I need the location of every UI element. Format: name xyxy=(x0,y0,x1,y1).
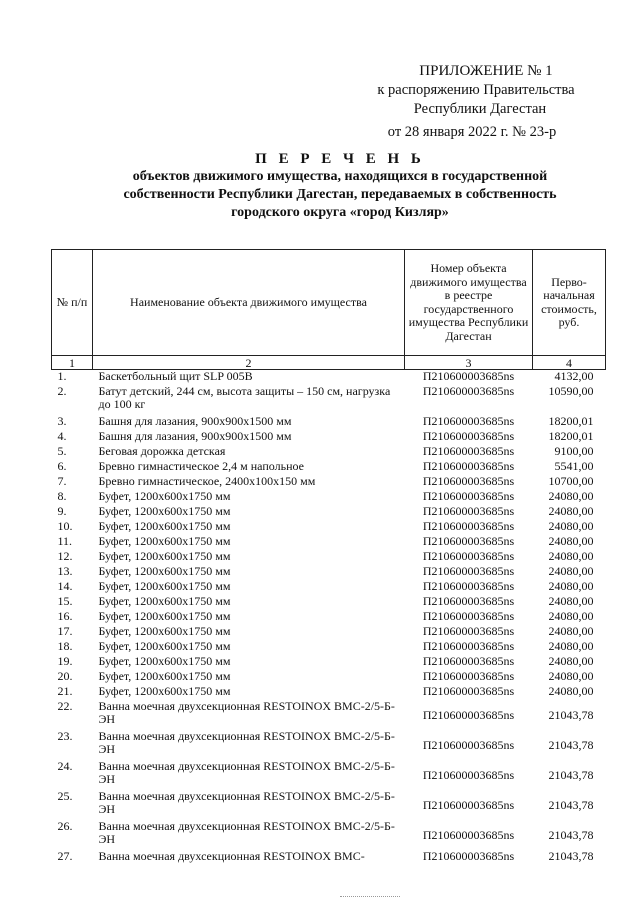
col-number: 4 xyxy=(533,356,606,370)
header-num: № п/п xyxy=(52,250,93,356)
initial-cost: 21043,78 xyxy=(548,767,594,782)
registry-number: П210600003685ns xyxy=(422,489,515,503)
item-name: Буфет, 1200х600х1750 мм xyxy=(98,534,231,548)
row-number: 27. xyxy=(57,849,73,863)
table-row xyxy=(52,475,606,490)
item-name: Ванна моечная двухсекционная RESTOINOX ВМС-2/5-Б-ЭН xyxy=(98,729,395,756)
initial-cost: 24080,00 xyxy=(548,639,594,653)
initial-cost: 24080,00 xyxy=(548,519,594,533)
initial-cost: 21043,78 xyxy=(548,737,594,752)
initial-cost: 24080,00 xyxy=(548,579,594,593)
row-number: 16. xyxy=(57,609,73,623)
initial-cost: 24080,00 xyxy=(548,504,594,518)
item-name: Батут детский, 244 см, высота защиты – 150 см, нагрузка до 100 кг xyxy=(98,384,391,411)
table-row xyxy=(52,445,606,460)
table-row xyxy=(52,655,606,670)
table-row xyxy=(52,460,606,475)
item-name: Баскетбольный щит SLP 005B xyxy=(98,369,253,383)
registry-number: П210600003685ns xyxy=(422,767,515,782)
item-name: Буфет, 1200х600х1750 мм xyxy=(98,549,231,563)
row-number: 15. xyxy=(57,594,73,608)
row-number: 3. xyxy=(57,414,67,428)
initial-cost: 24080,00 xyxy=(548,669,594,683)
initial-cost: 21043,78 xyxy=(548,849,594,863)
item-name: Беговая дорожка детская xyxy=(98,444,226,458)
initial-cost: 21043,78 xyxy=(548,797,594,812)
table-row xyxy=(52,520,606,535)
initial-cost: 24080,00 xyxy=(548,489,594,503)
row-number: 23. xyxy=(57,729,73,743)
row-number: 11. xyxy=(57,534,73,548)
registry-number: П210600003685ns xyxy=(422,444,515,458)
row-number: 8. xyxy=(57,489,67,503)
initial-cost: 21043,78 xyxy=(548,827,594,842)
row-number: 6. xyxy=(57,459,67,473)
row-number: 12. xyxy=(57,549,73,563)
document-title xyxy=(60,150,620,222)
header-cost: Перво-начальная стоимость, руб. xyxy=(533,250,606,356)
title-line: объектов движимого имущества, находящихся в государственной xyxy=(132,169,548,184)
registry-number: П210600003685ns xyxy=(422,429,515,443)
initial-cost: 24080,00 xyxy=(548,684,594,698)
item-name: Буфет, 1200х600х1750 мм xyxy=(98,669,231,683)
registry-number: П210600003685ns xyxy=(422,684,515,698)
appendix-line-order: к распоряжению Правительства xyxy=(377,82,575,98)
scan-artifact xyxy=(340,896,400,900)
initial-cost: 10590,00 xyxy=(548,384,594,398)
registry-number: П210600003685ns xyxy=(422,579,515,593)
initial-cost: 24080,00 xyxy=(548,609,594,623)
table-row xyxy=(52,670,606,685)
item-name: Буфет, 1200х600х1750 мм xyxy=(98,564,231,578)
initial-cost: 24080,00 xyxy=(548,564,594,578)
appendix-line-republic: Республики Дагестан xyxy=(413,101,547,117)
registry-number: П210600003685ns xyxy=(422,519,515,533)
header-name: Наименование объекта движимого имущества xyxy=(93,250,405,356)
registry-number: П210600003685ns xyxy=(422,414,515,428)
initial-cost: 24080,00 xyxy=(548,549,594,563)
table-row xyxy=(52,730,606,760)
item-name: Башня для лазания, 900х900х1500 мм xyxy=(98,414,292,428)
table-row xyxy=(52,685,606,700)
registry-number: П210600003685ns xyxy=(422,797,515,812)
row-number: 17. xyxy=(57,624,73,638)
item-name: Ванна моечная двухсекционная RESTOINOX ВМС-2/5-Б-ЭН xyxy=(98,819,395,846)
initial-cost: 18200,01 xyxy=(548,414,594,428)
property-table xyxy=(51,249,606,865)
row-number: 13. xyxy=(57,564,73,578)
initial-cost: 18200,01 xyxy=(548,429,594,443)
row-number: 18. xyxy=(57,639,73,653)
registry-number: П210600003685ns xyxy=(422,534,515,548)
col-number: 2 xyxy=(93,356,405,370)
table-body xyxy=(52,370,606,866)
registry-number: П210600003685ns xyxy=(422,549,515,563)
item-name: Бревно гимнастическое, 2400х100х150 мм xyxy=(98,474,316,488)
row-number: 24. xyxy=(57,759,73,773)
item-name: Бревно гимнастическое 2,4 м напольное xyxy=(98,459,304,473)
col-number: 3 xyxy=(405,356,533,370)
table-row xyxy=(52,385,606,415)
row-number: 4. xyxy=(57,429,67,443)
registry-number: П210600003685ns xyxy=(422,609,515,623)
item-name: Ванна моечная двухсекционная RESTOINOX ВМС- xyxy=(98,849,365,863)
table-row xyxy=(52,415,606,430)
row-number: 25. xyxy=(57,789,73,803)
registry-number: П210600003685ns xyxy=(422,707,515,722)
row-number: 14. xyxy=(57,579,73,593)
initial-cost: 24080,00 xyxy=(548,594,594,608)
registry-number: П210600003685ns xyxy=(422,849,515,863)
table-row xyxy=(52,565,606,580)
item-name: Буфет, 1200х600х1750 мм xyxy=(98,594,231,608)
registry-number: П210600003685ns xyxy=(422,369,515,383)
row-number: 20. xyxy=(57,669,73,683)
row-number: 19. xyxy=(57,654,73,668)
registry-number: П210600003685ns xyxy=(422,669,515,683)
initial-cost: 5541,00 xyxy=(554,459,594,473)
row-number: 7. xyxy=(57,474,67,488)
table-row xyxy=(52,430,606,445)
row-number: 21. xyxy=(57,684,73,698)
table-row xyxy=(52,550,606,565)
registry-number: П210600003685ns xyxy=(422,594,515,608)
table-row xyxy=(52,760,606,790)
header-registry: Номер объекта движимого имущества в реестре государственного имущества Республики Дагестан xyxy=(405,250,533,356)
table-row xyxy=(52,700,606,730)
row-number: 1. xyxy=(57,369,67,383)
registry-number: П210600003685ns xyxy=(422,639,515,653)
item-name: Ванна моечная двухсекционная RESTOINOX ВМС-2/5-Б-ЭН xyxy=(98,699,395,726)
table-row xyxy=(52,580,606,595)
initial-cost: 24080,00 xyxy=(548,654,594,668)
registry-number: П210600003685ns xyxy=(422,459,515,473)
appendix-title: ПРИЛОЖЕНИЕ № 1 xyxy=(419,63,553,79)
item-name: Башня для лазания, 900х900х1500 мм xyxy=(98,429,292,443)
table-row xyxy=(52,370,606,386)
registry-number: П210600003685ns xyxy=(422,624,515,638)
item-name: Ванна моечная двухсекционная RESTOINOX ВМС-2/5-Б-ЭН xyxy=(98,759,395,786)
appendix-line-date: от 28 января 2022 г. № 23-р xyxy=(387,124,557,140)
table-row xyxy=(52,820,606,850)
table-row xyxy=(52,625,606,640)
table-row xyxy=(52,610,606,625)
registry-number: П210600003685ns xyxy=(422,737,515,752)
title-heading: П Е Р Е Ч Е Н Ь xyxy=(255,151,425,167)
row-number: 10. xyxy=(57,519,73,533)
item-name: Буфет, 1200х600х1750 мм xyxy=(98,504,231,518)
row-number: 22. xyxy=(57,699,73,713)
table-row xyxy=(52,505,606,520)
item-name: Буфет, 1200х600х1750 мм xyxy=(98,639,231,653)
item-name: Буфет, 1200х600х1750 мм xyxy=(98,684,231,698)
initial-cost: 21043,78 xyxy=(548,707,594,722)
registry-number: П210600003685ns xyxy=(422,384,515,398)
table-row xyxy=(52,640,606,655)
registry-number: П210600003685ns xyxy=(422,474,515,488)
title-line: городского округа «город Кизляр» xyxy=(231,205,449,220)
row-number: 2. xyxy=(57,384,67,398)
item-name: Буфет, 1200х600х1750 мм xyxy=(98,609,231,623)
title-line: собственности Республики Дагестан, передаваемых в собственность xyxy=(123,187,557,202)
row-number: 9. xyxy=(57,504,67,518)
initial-cost: 9100,00 xyxy=(554,444,594,458)
table-row xyxy=(52,535,606,550)
registry-number: П210600003685ns xyxy=(422,564,515,578)
initial-cost: 10700,00 xyxy=(548,474,594,488)
registry-number: П210600003685ns xyxy=(422,827,515,842)
item-name: Буфет, 1200х600х1750 мм xyxy=(98,489,231,503)
initial-cost: 24080,00 xyxy=(548,534,594,548)
table-row xyxy=(52,595,606,610)
initial-cost: 24080,00 xyxy=(548,624,594,638)
registry-number: П210600003685ns xyxy=(422,504,515,518)
table-row xyxy=(52,490,606,505)
row-number: 26. xyxy=(57,819,73,833)
item-name: Буфет, 1200х600х1750 мм xyxy=(98,624,231,638)
initial-cost: 4132,00 xyxy=(554,369,594,383)
table-row xyxy=(52,790,606,820)
col-number: 1 xyxy=(52,356,93,370)
item-name: Буфет, 1200х600х1750 мм xyxy=(98,519,231,533)
item-name: Буфет, 1200х600х1750 мм xyxy=(98,654,231,668)
item-name: Ванна моечная двухсекционная RESTOINOX ВМС-2/5-Б-ЭН xyxy=(98,789,395,816)
table-row xyxy=(52,850,606,865)
item-name: Буфет, 1200х600х1750 мм xyxy=(98,579,231,593)
appendix-block xyxy=(340,62,620,138)
registry-number: П210600003685ns xyxy=(422,654,515,668)
row-number: 5. xyxy=(57,444,67,458)
